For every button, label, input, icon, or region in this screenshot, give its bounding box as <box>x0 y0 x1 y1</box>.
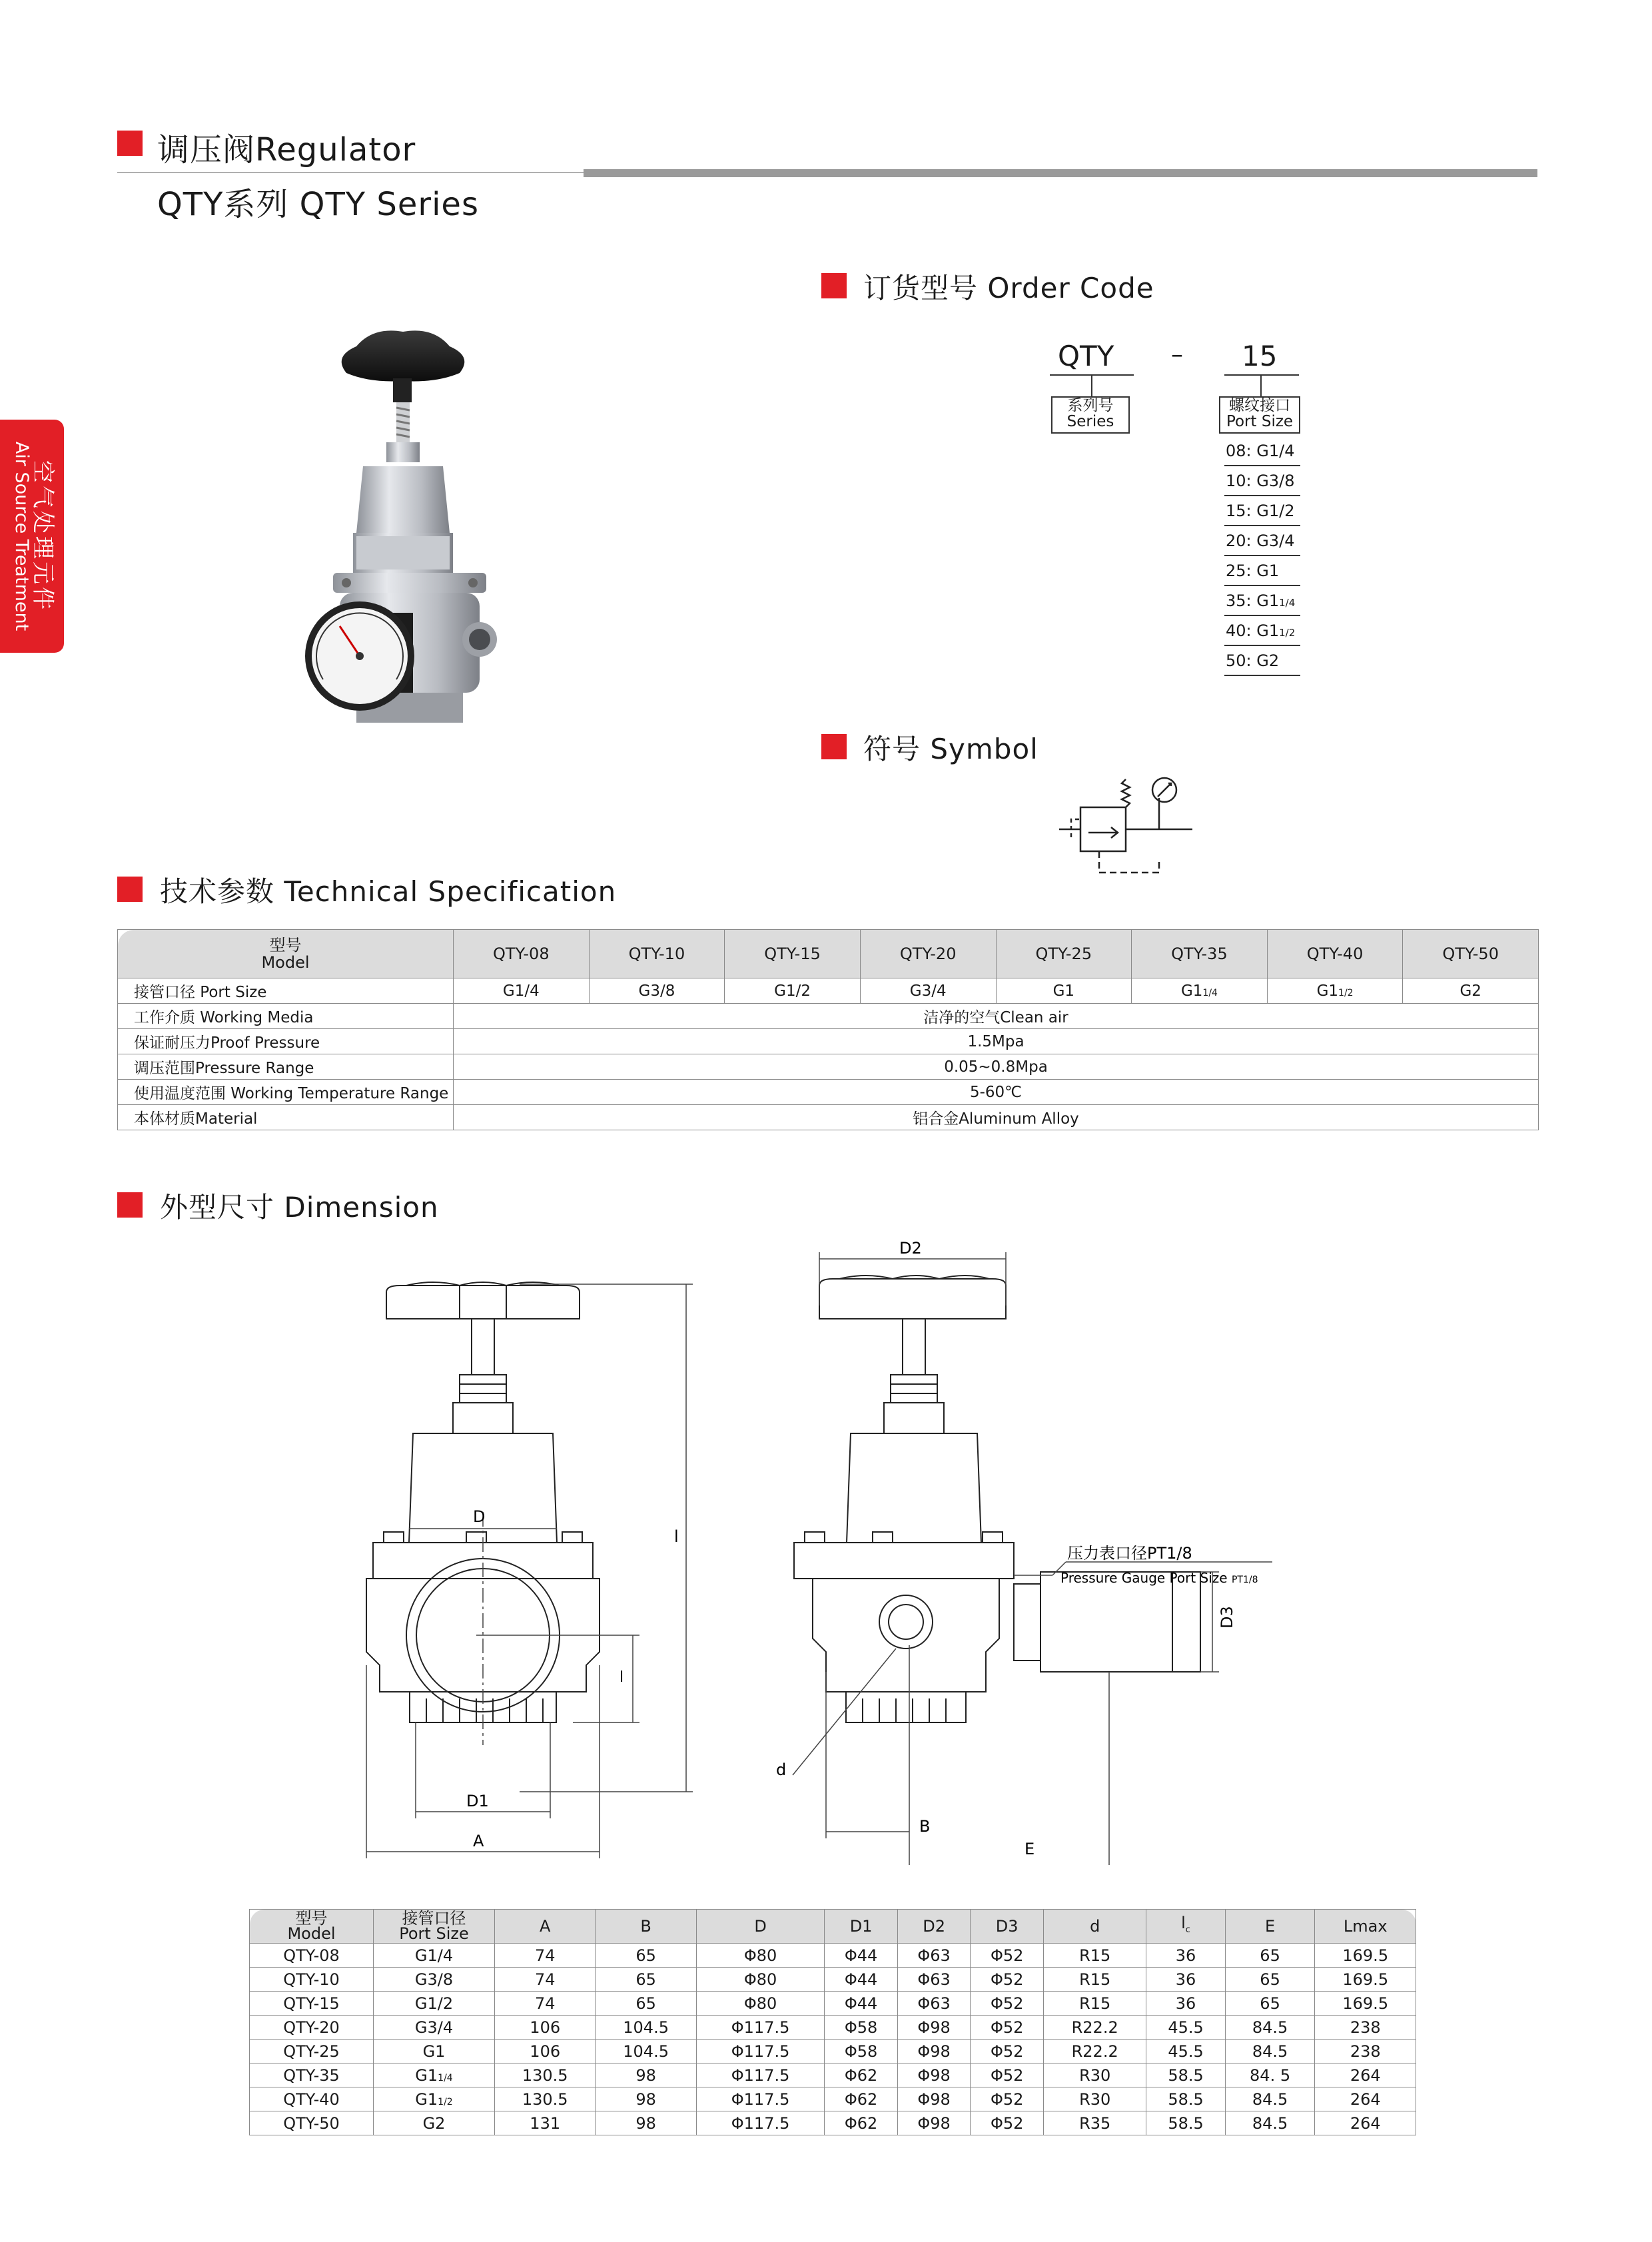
port-size-cell: G1/4 <box>374 1944 495 1968</box>
model-cell: QTY-40 <box>250 2087 374 2111</box>
dimension-cell-d: Φ117.5 <box>696 2111 824 2135</box>
table-row <box>118 1105 1539 1130</box>
dimension-cell-d: Φ117.5 <box>696 2040 824 2063</box>
dimension-cell-d2: Φ63 <box>897 1944 971 1968</box>
dimension-cell-d: Φ117.5 <box>696 2087 824 2111</box>
dimension-cell-a: 130.5 <box>495 2063 596 2087</box>
port-size-cell: G3/4 <box>374 2016 495 2040</box>
dimension-cell-d2: Φ63 <box>897 1992 971 2016</box>
dimension-cell-lc: 58.5 <box>1146 2087 1225 2111</box>
size-underline <box>1224 374 1299 376</box>
order-code-marker <box>821 273 847 298</box>
series-box-cn: 系列号 <box>1067 397 1114 414</box>
table-row <box>250 2016 1416 2040</box>
model-header: 型号 Model <box>250 1910 374 1944</box>
dimension-cell-a: 106 <box>495 2016 596 2040</box>
table-row <box>118 978 1539 1004</box>
row-label: 使用温度范围 Working Temperature Range <box>118 1080 454 1105</box>
order-code-size: 15 <box>1242 340 1278 372</box>
dimension-cell-d1: Φ44 <box>825 1944 898 1968</box>
dimension-cell-b: 98 <box>596 2111 696 2135</box>
port-size-cell: G11/4 <box>374 2063 495 2087</box>
dimension-cell-d3: Φ52 <box>971 2087 1044 2111</box>
order-code-dash: – <box>1171 341 1183 368</box>
series-connector <box>1091 375 1092 396</box>
table-row <box>250 1968 1416 1992</box>
dimension-cell-d: Φ80 <box>696 1944 824 1968</box>
table-row <box>250 2111 1416 2135</box>
port-size-cell: G3/8 <box>589 978 725 1004</box>
row-label: 本体材质Material <box>118 1105 454 1130</box>
port-size-cell: G1/2 <box>374 1992 495 2016</box>
dimension-cell-e: 84.5 <box>1225 2040 1315 2063</box>
model-cell: QTY-20 <box>250 2016 374 2040</box>
dimension-cell-a: 106 <box>495 2040 596 2063</box>
symbol-marker <box>821 734 847 759</box>
dimension-cell-b: 65 <box>596 1992 696 2016</box>
front-view-drawing <box>360 1266 706 1865</box>
model-cell: QTY-08 <box>250 1944 374 1968</box>
dimension-cell-lmax: 238 <box>1315 2016 1416 2040</box>
dim-label-D2: D2 <box>899 1239 922 1258</box>
order-code-series: QTY <box>1058 340 1114 372</box>
port-size-header: 接管口径 Port Size <box>374 1910 495 1944</box>
port-size-cell: G11/2 <box>1267 978 1403 1004</box>
page-subtitle: QTY系列 QTY Series <box>157 186 479 223</box>
dimension-cell-lc: 36 <box>1146 1968 1225 1992</box>
dimension-heading: 外型尺寸 Dimension <box>160 1191 439 1224</box>
row-label: 调压范围Pressure Range <box>118 1054 454 1080</box>
table-row <box>118 1029 1539 1054</box>
size-connector <box>1260 375 1262 396</box>
tech-spec-heading: 技术参数 Technical Specification <box>160 875 617 908</box>
regulator-product-image <box>293 320 533 759</box>
dim-label-D: D <box>473 1507 486 1526</box>
dimension-cell-e: 84.5 <box>1225 2016 1315 2040</box>
model-cell: QTY-15 <box>250 1992 374 2016</box>
dimension-cell-b: 65 <box>596 1944 696 1968</box>
dimension-cell-d3: Φ52 <box>971 2040 1044 2063</box>
table-row <box>118 1080 1539 1105</box>
dimension-cell-d1: Φ58 <box>825 2016 898 2040</box>
port-option: 35: G11/4 <box>1224 587 1300 616</box>
port-option: 15: G1/2 <box>1224 497 1300 526</box>
dimension-cell-d: Φ117.5 <box>696 2016 824 2040</box>
col-header: A <box>495 1910 596 1944</box>
dimension-cell-e: 65 <box>1225 1944 1315 1968</box>
row-label: 工作介质 Working Media <box>118 1004 454 1029</box>
port-option: 08: G1/4 <box>1224 437 1300 466</box>
dimension-cell-lc: 58.5 <box>1146 2111 1225 2135</box>
model-cell: QTY-50 <box>250 2111 374 2135</box>
side-view-drawing <box>766 1239 1272 1865</box>
table-row <box>250 1944 1416 1968</box>
port-size-cell: G1 <box>374 2040 495 2063</box>
symbol-heading: 符号 Symbol <box>863 733 1038 765</box>
header-rule-thick <box>584 169 1537 177</box>
dim-label-E: E <box>1025 1840 1035 1858</box>
dimension-cell-d2: Φ98 <box>897 2016 971 2040</box>
port-size-cell: G11/2 <box>374 2087 495 2111</box>
dimension-cell-d1: Φ44 <box>825 1968 898 1992</box>
table-row <box>250 1992 1416 2016</box>
table-row <box>250 2087 1416 2111</box>
dimension-cell-d: Φ80 <box>696 1992 824 2016</box>
col-header: $l_c$ <box>1146 1910 1225 1944</box>
dimension-cell-e: 84.5 <box>1225 2087 1315 2111</box>
dimension-cell-e: 84.5 <box>1225 2111 1315 2135</box>
dimension-cell-a: 74 <box>495 1968 596 1992</box>
col-header: Lmax <box>1315 1910 1416 1944</box>
dimension-cell-a: 131 <box>495 2111 596 2135</box>
side-category-label <box>11 441 56 631</box>
dimension-cell-d2: Φ98 <box>897 2063 971 2087</box>
dimension-cell-d2: Φ63 <box>897 1968 971 1992</box>
port-size-cell: G11/4 <box>1132 978 1268 1004</box>
dimension-cell-d1: Φ62 <box>825 2087 898 2111</box>
col-header: E <box>1225 1910 1315 1944</box>
model-cell: QTY-10 <box>250 1968 374 1992</box>
col-header: D1 <box>825 1910 898 1944</box>
page-title: 调压阀Regulator <box>157 131 416 169</box>
model-cell: QTY-50 <box>1403 930 1539 978</box>
dim-label-B: B <box>919 1817 931 1836</box>
dimension-cell-d: R30 <box>1043 2087 1146 2111</box>
dimension-cell-d1: Φ58 <box>825 2040 898 2063</box>
dimension-cell-lmax: 238 <box>1315 2040 1416 2063</box>
dimension-cell-d: R30 <box>1043 2063 1146 2087</box>
model-header: 型号 Model <box>118 930 454 978</box>
port-option: 10: G3/8 <box>1224 467 1300 496</box>
port-size-cell: G1/4 <box>454 978 590 1004</box>
row-value: 洁净的空气Clean air <box>454 1004 1539 1029</box>
port-option: 40: G11/2 <box>1224 617 1300 646</box>
dimension-cell-a: 130.5 <box>495 2087 596 2111</box>
dimension-cell-d: Φ117.5 <box>696 2063 824 2087</box>
port-size-cell: G2 <box>374 2111 495 2135</box>
table-header-row <box>250 1910 1416 1944</box>
dimension-table <box>249 1909 1416 2135</box>
series-box <box>1051 396 1130 434</box>
port-option: 20: G3/4 <box>1224 527 1300 556</box>
dimension-cell-d1: Φ62 <box>825 2111 898 2135</box>
series-box-en: Series <box>1066 413 1114 430</box>
model-cell: QTY-40 <box>1267 930 1403 978</box>
dimension-cell-lc: 58.5 <box>1146 2063 1225 2087</box>
gauge-port-label-cn: 压力表口径PT1/8 <box>1067 1544 1192 1563</box>
dimension-cell-b: 65 <box>596 1968 696 1992</box>
port-option: 50: G2 <box>1224 647 1300 676</box>
dimension-cell-d1: Φ44 <box>825 1992 898 2016</box>
dimension-cell-lmax: 264 <box>1315 2087 1416 2111</box>
tech-spec-table <box>117 929 1539 1130</box>
dimension-cell-d3: Φ52 <box>971 2063 1044 2087</box>
dimension-cell-lmax: 169.5 <box>1315 1992 1416 2016</box>
dimension-cell-d3: Φ52 <box>971 2111 1044 2135</box>
dimension-cell-d: Φ80 <box>696 1968 824 1992</box>
port-size-box-en: Port Size <box>1226 413 1294 430</box>
dimension-cell-d1: Φ62 <box>825 2063 898 2087</box>
order-code-heading: 订货型号 Order Code <box>863 272 1154 304</box>
table-row <box>250 2063 1416 2087</box>
dimension-cell-d3: Φ52 <box>971 1968 1044 1992</box>
dimension-cell-lmax: 264 <box>1315 2063 1416 2087</box>
dim-label-D1: D1 <box>466 1792 489 1810</box>
dimension-cell-d: R15 <box>1043 1968 1146 1992</box>
row-value: 铝合金Aluminum Alloy <box>454 1105 1539 1130</box>
dim-label-A: A <box>473 1832 484 1850</box>
dim-label-l: l <box>674 1527 679 1546</box>
row-label: 接管口径 Port Size <box>118 978 454 1004</box>
row-value: 5-60℃ <box>454 1080 1539 1105</box>
dimension-cell-b: 104.5 <box>596 2040 696 2063</box>
col-header: D2 <box>897 1910 971 1944</box>
table-header-row <box>118 930 1539 978</box>
dimension-cell-e: 65 <box>1225 1968 1315 1992</box>
dimension-cell-b: 98 <box>596 2087 696 2111</box>
dimension-cell-lmax: 264 <box>1315 2111 1416 2135</box>
table-row <box>118 1054 1539 1080</box>
dimension-cell-d3: Φ52 <box>971 1944 1044 1968</box>
col-header: D <box>696 1910 824 1944</box>
dimension-cell-e: 84. 5 <box>1225 2063 1315 2087</box>
model-cell: QTY-20 <box>860 930 996 978</box>
dimension-cell-d: R22.2 <box>1043 2040 1146 2063</box>
side-category-cn: 空气处理元件 <box>29 460 56 612</box>
dimension-cell-d: R35 <box>1043 2111 1146 2135</box>
dimension-cell-b: 98 <box>596 2063 696 2087</box>
dimension-cell-d2: Φ98 <box>897 2087 971 2111</box>
dimension-cell-a: 74 <box>495 1944 596 1968</box>
port-size-cell: G2 <box>1403 978 1539 1004</box>
regulator-symbol-icon <box>1059 773 1192 886</box>
dimension-cell-e: 65 <box>1225 1992 1315 2016</box>
dimension-cell-d2: Φ98 <box>897 2111 971 2135</box>
col-header: d <box>1043 1910 1146 1944</box>
tech-spec-marker <box>117 877 143 902</box>
row-label: 保证耐压力Proof Pressure <box>118 1029 454 1054</box>
dimension-cell-a: 74 <box>495 1992 596 2016</box>
port-size-cell: G1/2 <box>725 978 861 1004</box>
dimension-cell-lc: 36 <box>1146 1944 1225 1968</box>
dimension-cell-lc: 45.5 <box>1146 2040 1225 2063</box>
table-row <box>118 1004 1539 1029</box>
header-rule-thin <box>117 172 584 173</box>
port-size-box-cn: 螺纹接口 <box>1229 397 1290 414</box>
model-cell: QTY-35 <box>1132 930 1268 978</box>
dimension-marker <box>117 1192 143 1218</box>
dimension-cell-lmax: 169.5 <box>1315 1944 1416 1968</box>
gauge-port-label-en: Pressure Gauge Port Size PT1/8 <box>1060 1570 1258 1586</box>
row-value: 0.05~0.8Mpa <box>454 1054 1539 1080</box>
col-header: D3 <box>971 1910 1044 1944</box>
dimension-cell-d: R15 <box>1043 1944 1146 1968</box>
dim-label-lc: l <box>620 1669 624 1686</box>
col-header: B <box>596 1910 696 1944</box>
table-row <box>250 2040 1416 2063</box>
model-cell: QTY-15 <box>725 930 861 978</box>
port-size-cell: G3/4 <box>860 978 996 1004</box>
dimension-cell-d2: Φ98 <box>897 2040 971 2063</box>
dimension-cell-lc: 36 <box>1146 1992 1225 2016</box>
port-option: 25: G1 <box>1224 557 1300 586</box>
dimension-cell-d: R15 <box>1043 1992 1146 2016</box>
model-cell: QTY-08 <box>454 930 590 978</box>
dimension-cell-d3: Φ52 <box>971 2016 1044 2040</box>
dim-label-d: d <box>776 1760 787 1779</box>
port-size-cell: G1 <box>996 978 1132 1004</box>
dimension-cell-lc: 45.5 <box>1146 2016 1225 2040</box>
port-size-cell: G3/8 <box>374 1968 495 1992</box>
dim-label-D3: D3 <box>1218 1606 1236 1629</box>
model-cell: QTY-25 <box>250 2040 374 2063</box>
dimension-cell-lmax: 169.5 <box>1315 1968 1416 1992</box>
dimension-cell-b: 104.5 <box>596 2016 696 2040</box>
header-marker <box>117 131 143 156</box>
port-size-box <box>1219 396 1300 434</box>
row-value: 1.5Mpa <box>454 1029 1539 1054</box>
dimension-cell-d: R22.2 <box>1043 2016 1146 2040</box>
model-cell: QTY-35 <box>250 2063 374 2087</box>
model-cell: QTY-10 <box>589 930 725 978</box>
dimension-cell-d3: Φ52 <box>971 1992 1044 2016</box>
side-category-en: Air Source Treatment <box>11 441 32 631</box>
model-cell: QTY-25 <box>996 930 1132 978</box>
